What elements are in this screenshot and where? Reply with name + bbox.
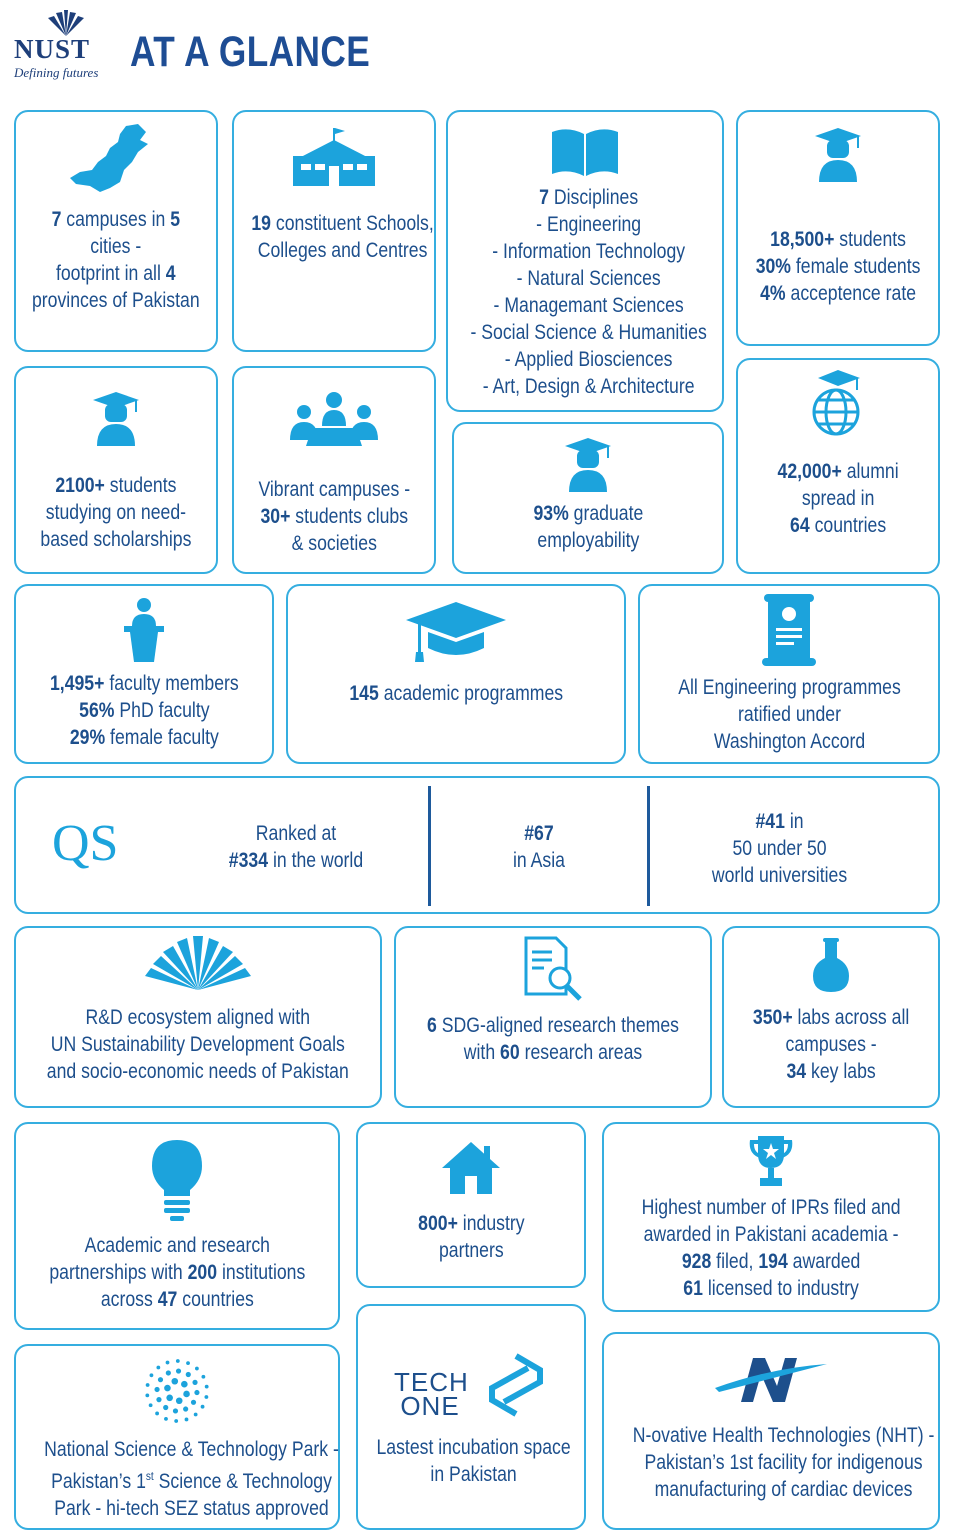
incubation-text (358, 1434, 584, 1488)
partners-label: partners (438, 1239, 504, 1262)
logo-tagline: Defining futures (14, 65, 99, 80)
burst-dot (185, 1418, 189, 1422)
engineering-label: All Engineering programmes (677, 676, 901, 699)
female-faculty-percent: 29% (69, 726, 105, 749)
countries-label: countries (177, 1288, 254, 1311)
meeting-icon (282, 390, 386, 448)
burst-dot (173, 1408, 178, 1413)
phd-percent: 56% (78, 699, 115, 722)
programmes-count: 145 (349, 682, 379, 705)
nust-logo (14, 10, 114, 80)
discipline-item: - Engineering (536, 213, 642, 236)
province-count: 4 (165, 262, 176, 285)
licensed-count: 61 (683, 1277, 703, 1300)
first-label: Pakistan’s 1 (51, 1470, 146, 1493)
employability-percent: 93% (533, 502, 569, 525)
universities-label: world universities (712, 864, 848, 887)
card-nstp (14, 1344, 340, 1530)
discipline-item: - Information Technology (492, 240, 686, 263)
burst-dot (191, 1400, 196, 1405)
logo-name: NUST (14, 34, 91, 64)
provinces-label: provinces of Pakistan (32, 289, 200, 312)
card-scholarships (14, 366, 218, 574)
card-industry (356, 1122, 586, 1288)
card-alumni (736, 358, 940, 574)
themes-count: 6 (427, 1014, 437, 1037)
qs-logo: QS (52, 815, 119, 872)
card-nht (602, 1332, 940, 1530)
schools-text (234, 210, 434, 264)
card-qs-rankings (14, 776, 940, 914)
awarded-label: awarded (787, 1250, 861, 1273)
students-count: 18,500+ (770, 228, 835, 251)
campuses-text (16, 206, 216, 314)
stp-label: Science & Technology (153, 1470, 332, 1493)
faculty-text (16, 670, 272, 751)
burst-dot (183, 1406, 188, 1411)
burst-dot (146, 1383, 150, 1387)
students-text (738, 226, 938, 307)
document-search-icon (522, 936, 584, 1002)
key-labs-label: key labs (805, 1060, 876, 1083)
hexagon-logo-icon (488, 1352, 544, 1418)
female-faculty-label: female faculty (104, 726, 219, 749)
schools-count: 19 (251, 212, 271, 235)
card-labs (722, 926, 940, 1108)
tech-one-top: TECH (394, 1367, 469, 1397)
trophy-icon (746, 1134, 796, 1188)
burst-dot (174, 1419, 178, 1423)
card-ipr (602, 1122, 940, 1312)
asia-ranking (431, 820, 647, 874)
acceptance-percent: 4% (760, 282, 786, 305)
ipr-label: Highest number of IPRs filed and (641, 1196, 901, 1219)
licensed-label: licensed to industry (702, 1277, 859, 1300)
spread-label: spread in (801, 487, 875, 510)
nht-label: N-ovative Health Technologies (NHT) - (632, 1424, 935, 1447)
burst-dot (171, 1378, 178, 1385)
nstp-label: National Science & Technology Park - (44, 1438, 339, 1461)
faculty-count: 1,495+ (49, 672, 105, 695)
burst-dot (186, 1361, 190, 1365)
industry-count: 800+ (417, 1212, 458, 1235)
burst-dot (156, 1397, 161, 1402)
washington-accord-label: Washington Accord (713, 730, 865, 753)
incubation-label: Lastest incubation space (376, 1436, 571, 1459)
card-campuses (14, 110, 218, 352)
nht-text (604, 1422, 938, 1503)
partnerships-label: Academic and research (84, 1234, 270, 1257)
nht-first-label: Pakistan’s 1st facility for indigenous (644, 1451, 923, 1474)
burst-dot (204, 1395, 208, 1399)
areas-count: 60 (500, 1041, 520, 1064)
burst-dot (205, 1385, 209, 1389)
students-label: students (104, 474, 177, 497)
burst-dot (201, 1375, 205, 1379)
asia-label: in Asia (513, 849, 565, 872)
themes-label: SDG-aligned research themes (436, 1014, 679, 1037)
vibrant-label: Vibrant campuses - (258, 478, 410, 501)
burst-dot (194, 1413, 198, 1417)
burst-dot (154, 1387, 159, 1392)
card-students (736, 110, 940, 346)
burst-dot (166, 1361, 170, 1365)
with-label: with (463, 1041, 501, 1064)
open-book-icon (550, 126, 620, 180)
city-count: 5 (170, 208, 181, 231)
discipline-count: 7 (539, 186, 549, 209)
burst-dot (183, 1391, 190, 1398)
burst-dot (149, 1403, 153, 1407)
pakistan-label: in Pakistan (430, 1463, 517, 1486)
industry-label: industry (457, 1212, 525, 1235)
burst-dot (176, 1368, 181, 1373)
burst-dot (195, 1367, 199, 1371)
flask-icon (811, 936, 851, 994)
filed-count: 928 (681, 1250, 712, 1273)
burst-dot (186, 1372, 191, 1377)
burst-dot (156, 1366, 160, 1370)
card-incubation (356, 1304, 586, 1530)
burst-dot (166, 1370, 171, 1375)
card-accord (638, 584, 940, 764)
labs-text (724, 1004, 938, 1085)
under50-label: 50 under 50 (732, 837, 828, 860)
burst-dot (155, 1412, 159, 1416)
need-label: studying on need- (45, 501, 187, 524)
ordinal-suffix: st (145, 1469, 154, 1483)
employability-text (454, 500, 722, 554)
clubs-label: students clubs (290, 505, 408, 528)
burst-dot (176, 1397, 183, 1404)
academia-label: awarded in Pakistani academia - (643, 1223, 899, 1246)
labs-count: 350+ (752, 1006, 793, 1029)
alumni-label: alumni (841, 460, 899, 483)
burst-dot (164, 1385, 171, 1392)
burst-dot (164, 1417, 168, 1421)
burst-dot (201, 1405, 205, 1409)
graduate-icon (563, 436, 613, 492)
key-labs-count: 34 (786, 1060, 806, 1083)
socioeconomic-label: and socio-economic needs of Pakistan (46, 1060, 350, 1083)
world-rank: #334 (228, 849, 269, 872)
tech-one-bottom: ONE (400, 1391, 460, 1421)
countries-label: countries (809, 514, 887, 537)
world-label: in the world (268, 849, 364, 872)
schools-label: constituent Schools, (270, 212, 434, 235)
filed-label: filed, (711, 1250, 759, 1273)
under50-ranking (650, 808, 910, 889)
country-count: 64 (789, 514, 810, 537)
discipline-item: - Applied Biosciences (504, 348, 673, 371)
female-label: female students (790, 255, 921, 278)
campus-count: 7 (51, 208, 62, 231)
footprint-label: footprint in all (56, 262, 166, 285)
asia-rank: #67 (524, 822, 554, 845)
scholarships-label: based scholarships (40, 528, 192, 551)
rnd-label: R&D ecosystem aligned with (85, 1006, 311, 1029)
lightbulb-icon (150, 1138, 204, 1222)
faculty-label: faculty members (104, 672, 239, 695)
card-disciplines (446, 110, 724, 412)
alumni-count: 42,000+ (777, 460, 842, 483)
burst-dot (194, 1390, 199, 1395)
graduate-label: graduate (568, 502, 643, 525)
burst-dot (145, 1394, 149, 1398)
house-icon (440, 1140, 502, 1196)
sdg-goals-label: UN Sustainability Development Goals (50, 1033, 346, 1056)
podium-speaker-icon (122, 596, 166, 662)
partner-countries-count: 47 (157, 1288, 177, 1311)
campuses-label: campuses - (785, 1033, 877, 1056)
employability-label: employability (537, 529, 639, 552)
card-faculty (14, 584, 274, 764)
burst-dot (163, 1405, 168, 1410)
awarded-count: 194 (758, 1250, 788, 1273)
burst-dot (150, 1373, 154, 1377)
partnerships-text (16, 1232, 338, 1313)
discipline-item: - Managemant Sciences (493, 294, 684, 317)
students-label: students (834, 228, 906, 251)
ratified-label: ratified under (737, 703, 841, 726)
card-clubs (232, 366, 436, 574)
clubs-text (234, 476, 434, 557)
under50-rank: #41 (755, 810, 786, 833)
colleges-label: Colleges and Centres (257, 239, 428, 262)
campuses-label: campuses in (61, 208, 171, 231)
cardiac-label: manufacturing of cardiac devices (654, 1478, 913, 1501)
burst-dot (176, 1359, 180, 1363)
partnerships-with-label: partnerships with (49, 1261, 188, 1284)
graduate-icon (91, 390, 141, 446)
industry-text (358, 1210, 584, 1264)
labs-label: labs across all (792, 1006, 910, 1029)
institutions-count: 200 (187, 1261, 217, 1284)
programmes-text (288, 680, 624, 707)
mortarboard-icon (404, 600, 508, 664)
world-ranking (166, 820, 426, 874)
card-schools (232, 110, 436, 352)
discipline-item: - Social Science & Humanities (470, 321, 707, 344)
disciplines-label: Disciplines (548, 186, 639, 209)
phd-label: PhD faculty (114, 699, 210, 722)
discipline-item: - Art, Design & Architecture (482, 375, 695, 398)
programmes-label: academic programmes (378, 682, 563, 705)
card-employability (452, 422, 724, 574)
card-rnd (14, 926, 382, 1108)
card-programmes (286, 584, 626, 764)
nstp-text (16, 1436, 338, 1522)
globe-graduation-icon (810, 368, 866, 438)
ranked-label: Ranked at (255, 822, 337, 845)
page-title: AT A GLANCE (130, 28, 371, 76)
accord-text (640, 674, 938, 755)
areas-label: research areas (519, 1041, 643, 1064)
graduate-icon (813, 126, 863, 182)
scholarships-text (16, 472, 216, 553)
disciplines-text (448, 184, 722, 400)
card-research-themes (394, 926, 712, 1108)
card-partnerships (14, 1122, 340, 1330)
school-building-icon (289, 126, 379, 188)
pakistan-map-icon (66, 122, 166, 202)
in-label: in (785, 810, 805, 833)
scholarship-count: 2100+ (55, 474, 105, 497)
research-themes-text (396, 1012, 710, 1066)
dots-burst-icon (142, 1356, 212, 1426)
female-percent: 30% (755, 255, 791, 278)
rnd-text (16, 1004, 380, 1085)
burst-dot (166, 1394, 173, 1401)
discipline-item: - Natural Sciences (516, 267, 661, 290)
ipr-text (604, 1194, 938, 1302)
cities-label: cities - (90, 235, 142, 258)
burst-dot (192, 1380, 197, 1385)
societies-label: & societies (291, 532, 377, 555)
clubs-count: 30+ (260, 505, 291, 528)
certificate-scroll-icon (758, 592, 820, 668)
alumni-text (738, 458, 938, 539)
burst-dot (181, 1381, 188, 1388)
acceptance-label: acceptence rate (785, 282, 916, 305)
across-label: across (100, 1288, 158, 1311)
institutions-label: institutions (216, 1261, 305, 1284)
tech-one-logo (394, 1367, 469, 1421)
n-logo-icon (711, 1354, 831, 1406)
burst-dot (158, 1377, 163, 1382)
sdg-fan-icon (143, 936, 253, 992)
sez-label: Park - hi-tech SEZ status approved (54, 1497, 329, 1520)
